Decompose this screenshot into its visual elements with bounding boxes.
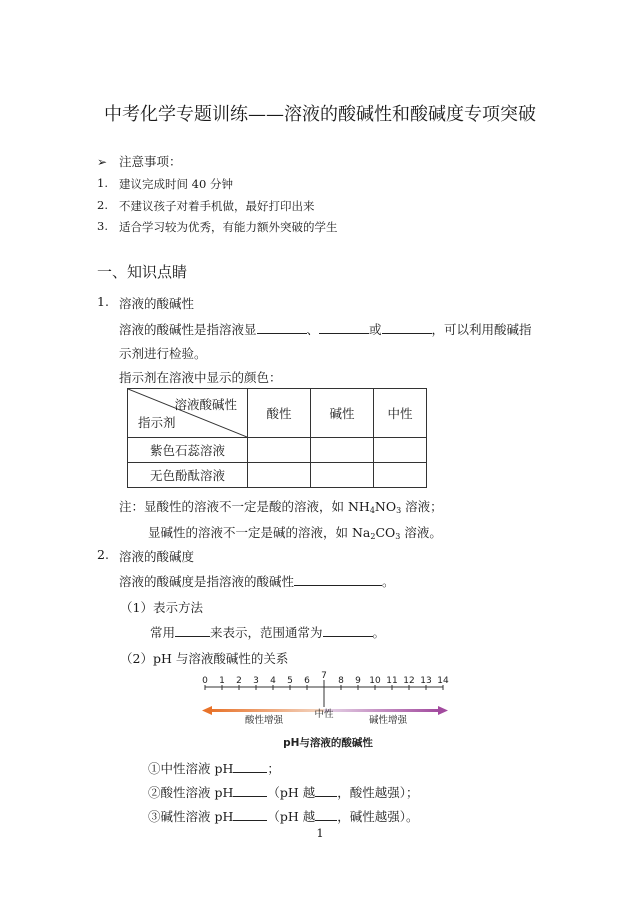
notes-heading-row (97, 152, 182, 170)
question-acid (148, 783, 419, 801)
answer-cell[interactable] (311, 438, 374, 463)
text: 。 (372, 625, 386, 640)
part2-num: 2. (97, 547, 109, 562)
text: （pH 越 (267, 785, 316, 800)
text: 显碱性的溶液不一定是碱的溶液，如 Na (148, 525, 371, 540)
notes-item-num: 1. (97, 176, 108, 190)
subscript: 4 (369, 506, 375, 515)
note-line2 (148, 523, 442, 541)
text: ②酸性溶液 pH (148, 785, 234, 800)
text: CO (375, 525, 396, 540)
acid-bar (210, 709, 324, 712)
answer-cell[interactable] (374, 463, 427, 488)
blank-field[interactable] (233, 808, 267, 821)
notes-item (97, 176, 233, 191)
part1-line3: 指示剂在溶液中显示的颜色： (119, 370, 282, 385)
diagonal-header-bottom: 指示剂 (138, 415, 176, 430)
ph-tick-label: 6 (304, 676, 310, 686)
sub1-title: （1）表示方法 (120, 600, 203, 615)
page-number: 1 (316, 826, 324, 840)
text: ； (267, 761, 280, 776)
question-base (148, 807, 419, 825)
ph-tick-label: 5 (287, 676, 293, 686)
notes-item-text: 适合学习较为优秀，有能力额外突破的学生 (119, 220, 338, 234)
part2-heading (97, 547, 195, 564)
text: （pH 越 (267, 809, 316, 824)
blank-field[interactable] (382, 321, 432, 334)
answer-cell[interactable] (311, 463, 374, 488)
blank-field[interactable] (294, 573, 382, 586)
text: 、 (306, 322, 320, 337)
ph-tick-label: 7 (321, 671, 327, 681)
arrow-bullet-icon: ➢ (97, 155, 108, 169)
ph-tick-label: 10 (369, 676, 381, 686)
text: 来表示，范围通常为 (210, 625, 323, 640)
notes-item (97, 198, 315, 213)
text: 显酸性的溶液不一定是酸的溶液，如 NH (144, 499, 370, 514)
sub1-line (150, 623, 385, 641)
ph-tick-label: 12 (403, 676, 415, 686)
text: 。 (382, 574, 395, 589)
text: ①中性溶液 pH (148, 761, 234, 776)
note-label: 注： (119, 499, 145, 514)
ph-tick-label: 9 (355, 676, 361, 686)
answer-cell[interactable] (374, 438, 427, 463)
part1-line1 (119, 320, 532, 338)
part1-num: 1. (97, 294, 109, 309)
text: 或 (369, 322, 382, 337)
text: 溶液的酸碱度是指溶液的酸碱性 (119, 574, 295, 589)
ph-tick-label: 8 (338, 676, 344, 686)
subscript: 3 (396, 506, 402, 515)
text: 溶液； (401, 499, 443, 514)
ph-tick-label: 3 (253, 676, 259, 686)
column-header: 酸性 (248, 389, 311, 438)
table-row (128, 438, 427, 463)
text: ，碱性越强）。 (337, 809, 419, 824)
ph-tick-label: 4 (270, 676, 276, 686)
subscript: 2 (370, 532, 376, 541)
part2-title: 溶液的酸碱度 (119, 549, 195, 564)
text: ③碱性溶液 pH (148, 809, 234, 824)
diagonal-header-cell (128, 389, 248, 438)
row-header: 紫色石蕊溶液 (128, 438, 248, 463)
acid-label: 酸性增强 (244, 715, 284, 726)
neutral-label: 中性 (314, 709, 334, 720)
notes-item-num: 2. (97, 198, 108, 212)
ph-tick-label: 11 (386, 676, 398, 686)
subscript: 3 (395, 532, 401, 541)
notes-item-text: 不建议孩子对着手机做，最好打印出来 (119, 199, 315, 213)
ph-scale-figure (196, 668, 458, 752)
ph-tick-label: 14 (437, 676, 449, 686)
question-neutral (148, 759, 280, 777)
indicator-table (127, 388, 427, 488)
blank-field[interactable] (315, 808, 337, 821)
table-row (128, 463, 427, 488)
text: 常用 (150, 625, 176, 640)
blank-field[interactable] (323, 624, 373, 637)
answer-cell[interactable] (248, 438, 311, 463)
notes-heading: 注意事项： (119, 154, 182, 169)
column-header: 中性 (374, 389, 427, 438)
part1-line2: 示剂进行检验。 (119, 346, 207, 361)
ph-tick-label: 13 (420, 676, 432, 686)
blank-field[interactable] (175, 624, 210, 637)
part2-line1 (119, 572, 395, 590)
blank-field[interactable] (233, 760, 267, 773)
diagonal-header-top: 溶液酸碱性 (174, 397, 237, 412)
section-heading: 一、知识点睛 (97, 263, 188, 281)
ph-tick-label: 1 (219, 676, 225, 686)
part1-heading (97, 294, 195, 311)
blank-field[interactable] (319, 321, 369, 334)
text: NO (374, 499, 397, 514)
text: ，酸性越强）； (337, 785, 419, 800)
answer-cell[interactable] (248, 463, 311, 488)
sub2-title: （2）pH 与溶液酸碱性的关系 (120, 651, 289, 666)
base-label: 碱性增强 (368, 715, 408, 726)
ph-caption: pH与溶液的酸碱性 (283, 737, 373, 749)
blank-field[interactable] (257, 321, 307, 334)
notes-item-num: 3. (97, 219, 108, 233)
tick-labels (202, 671, 449, 686)
text: 溶液。 (400, 525, 442, 540)
base-bar (324, 709, 440, 712)
ph-tick-label: 0 (202, 676, 208, 686)
page-title: 中考化学专题训练——溶液的酸碱性和酸碱度专项突破 (104, 104, 536, 125)
text: 溶液的酸碱性是指溶液显 (119, 322, 257, 337)
notes-item (97, 219, 338, 234)
notes-item-text: 建议完成时间 40 分钟 (119, 177, 233, 191)
text: ，可以利用酸碱指 (431, 322, 532, 337)
ph-tick-label: 2 (236, 676, 242, 686)
blank-field[interactable] (315, 784, 337, 797)
note-line1 (119, 497, 443, 515)
acid-arrow-icon (202, 706, 212, 715)
column-header: 碱性 (311, 389, 374, 438)
part1-title: 溶液的酸碱性 (119, 296, 195, 311)
row-header: 无色酚酞溶液 (128, 463, 248, 488)
base-arrow-icon (438, 706, 448, 715)
table-header-row (128, 389, 427, 438)
blank-field[interactable] (233, 784, 267, 797)
